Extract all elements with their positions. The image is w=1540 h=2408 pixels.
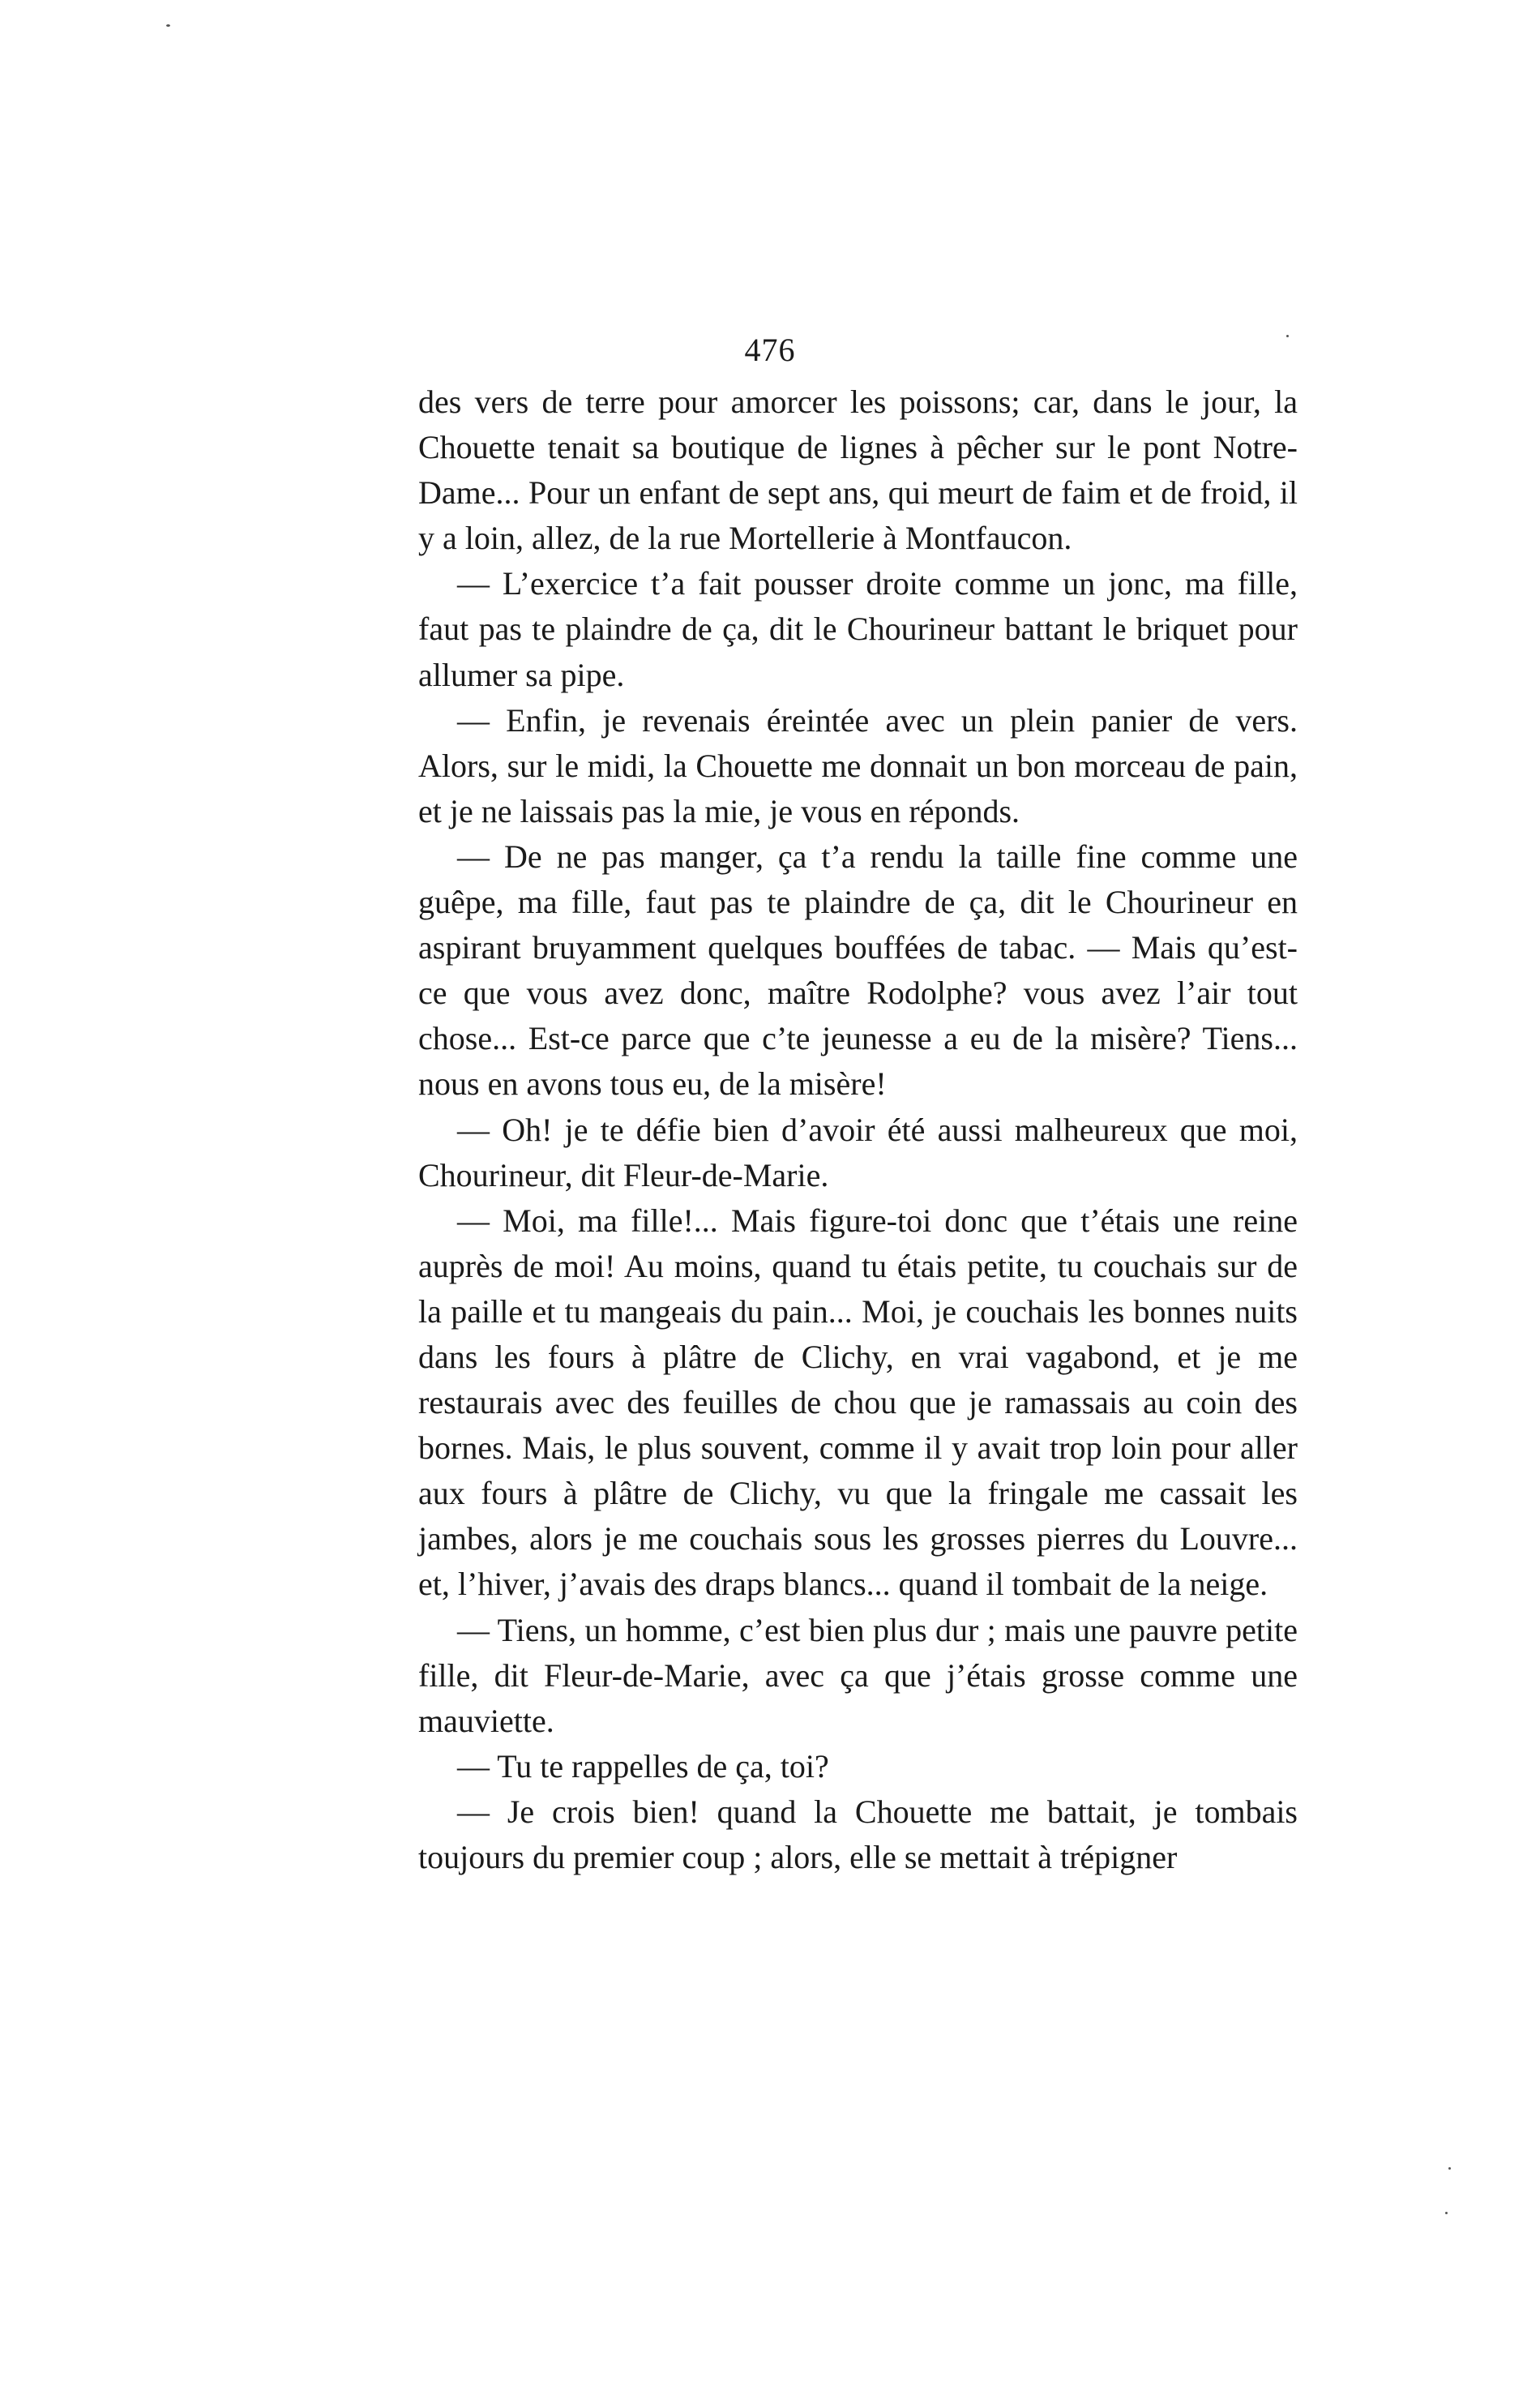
paragraph-dialogue: — Enfin, je revenais éreintée avec un plein panier de vers. Alors, sur le midi, la Chouette me donnait un bon morceau de pain, et je ne laissais pas la mie, je vous en réponds. [418, 701, 1298, 829]
paragraph-dialogue: — De ne pas manger, ça t’a rendu la taille fine comme une guêpe, ma fille, faut pas te plaindre de ça, dit le Chourineur en aspirant bruyamment quelques bouffées de tabac. — Mais qu’est-ce que vous avez donc, maître Rodolphe? vous avez l’air tout chose... Est-ce parce que c’te jeunesse a eu de la misère? Tiens... nous en avons tous eu, de la misère! [418, 838, 1298, 1103]
paper-speck [1448, 2167, 1451, 2170]
paragraph-dialogue: — Oh! je te défie bien d’avoir été aussi malheureux que moi, Chourineur, dit Fleur-de-Marie. [418, 1111, 1298, 1193]
paragraph-dialogue: — L’exercice t’a fait pousser droite comme un jonc, ma fille, faut pas te plaindre de ça, dit le Chourineur battant le briquet pour allumer sa pipe. [418, 565, 1298, 693]
paragraph-continuation: des vers de terre pour amorcer les poissons; car, dans le jour, la Chouette tenait sa boutique de lignes à pêcher sur le pont Notre-Dame... Pour un enfant de sept ans, qui meurt de faim et de froid, il y a loin, allez, de la rue Mortellerie à Montfaucon. [418, 383, 1298, 557]
body-text [418, 379, 1298, 1880]
page-number: 476 [744, 332, 796, 368]
paper-speck [166, 24, 170, 27]
paragraph-dialogue: — Je crois bien! quand la Chouette me battait, je tombais toujours du premier coup ; alors, elle se mettait à trépigner [418, 1793, 1298, 1875]
paper-speck [1445, 2212, 1448, 2214]
paragraph-dialogue: — Moi, ma fille!... Mais figure-toi donc que t’étais une reine auprès de moi! Au moins, quand tu étais petite, tu couchais sur de la paille et tu mangeais du pain... Moi, je couchais les bonnes nuits dans les fours à plâtre de Clichy, en vrai vagabond, et je me restaurais avec des feuilles de chou que je ramassais au coin des bornes. Mais, le plus souvent, comme il y avait trop loin pour aller aux fours à plâtre de Clichy, vu que la fringale me cassait les jambes, alors je me couchais sous les grosses pierres du Louvre... et, l’hiver, j’avais des draps blancs... quand il tombait de la neige. [418, 1202, 1298, 1603]
paper-speck [1286, 335, 1289, 337]
paragraph-dialogue: — Tu te rappelles de ça, toi? [457, 1747, 829, 1785]
paragraph-dialogue: — Tiens, un homme, c’est bien plus dur ; mais une pauvre petite fille, dit Fleur-de-Marie, avec ça que j’étais grosse comme une mauviette. [418, 1611, 1298, 1739]
